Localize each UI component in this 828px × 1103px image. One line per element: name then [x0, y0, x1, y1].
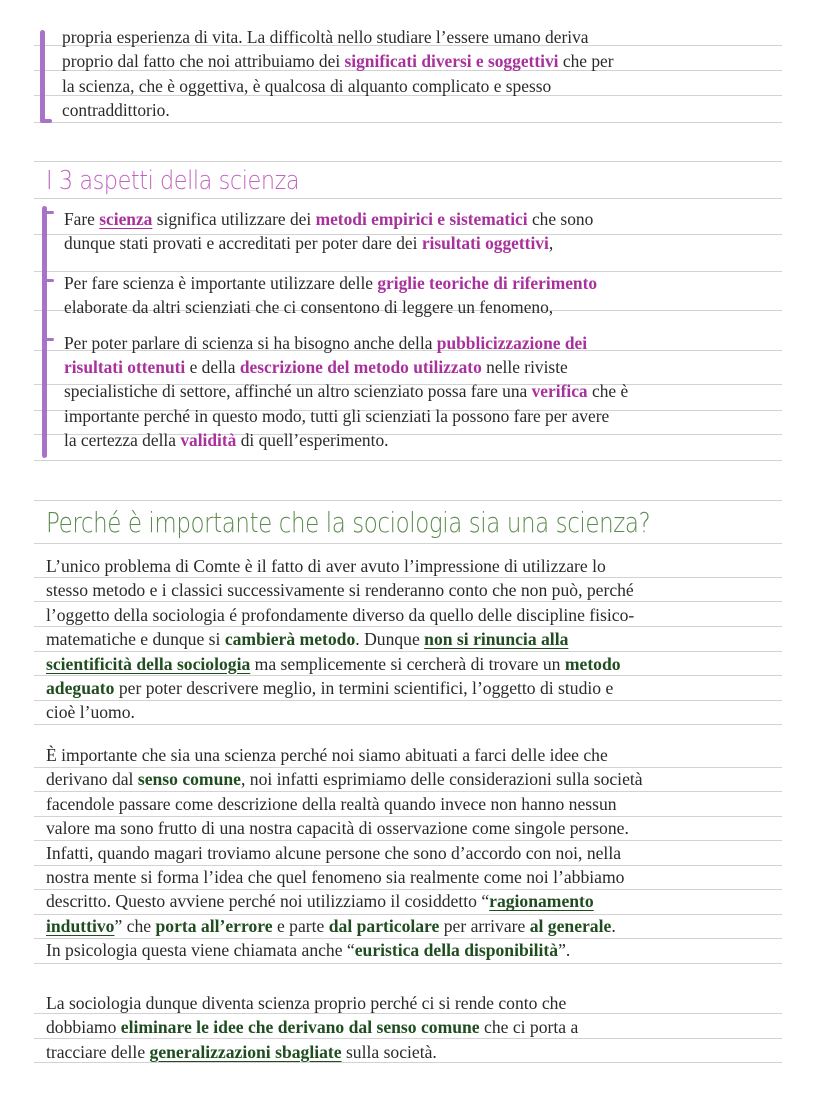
- paragraph-conclusion: La sociologia dunque diventa scienza proprio perché ci si rende conto che dobbiamo eliminare le idee che derivano dal senso comune che ci porta a tracciare delle generalizzazioni sbagliate sulla società.: [46, 993, 579, 1062]
- list-bullet-2: [42, 279, 54, 282]
- intro-line: propria esperienza di vita. La difficoltà nello studiare l’essere umano deriva: [62, 27, 589, 47]
- section-heading-aspects: I 3 aspetti della scienza: [46, 166, 300, 196]
- intro-quote-bar: [40, 30, 45, 122]
- paragraph-common-sense: È importante che sia una scienza perché noi siamo abituati a farci delle idee che derivano dal senso comune, noi infatti esprimiamo delle considerazioni sulla società facendole passare come descrizione della realtà quando invece non hanno nessun valore ma sono frutto di una nostra capacità di osservazione come singole persone. Infatti, quando magari troviamo alcune persone che sono d’accordo con noi, nella nostra mente si forma l’idea che quel fenomeno sia realmente come noi l’abbiamo descritto. Questo avviene perché noi utilizziamo il cosiddetto “ragionamento induttivo” che porta all’errore e parte dal particolare per arrivare al generale. In psicologia questa viene chiamata anche “euristica della disponibilità”.: [46, 745, 643, 961]
- aspects-list: [64, 207, 784, 453]
- intro-quote-bar-cap: [40, 119, 52, 123]
- paragraph-comte: L’unico problema di Comte è il fatto di aver avuto l’impressione di utilizzare lo stesso metodo e i classici successivamente si renderanno conto che non può, perché l’oggetto della sociologia é profondamente diverso da quello delle discipline fisico- matematiche e dunque si cambierà metodo. Dunque non si rinuncia alla scientificità della sociologia ma semplicemente si cercherà di trovare un metodo adeguato per poter descrivere meglio, in termini scientifici, l’oggetto di studio e cioè l’uomo.: [46, 556, 635, 723]
- intro-paragraph: [62, 25, 782, 123]
- intro-line: la scienza, che è oggettiva, è qualcosa di alquanto complicato e spesso: [62, 75, 552, 96]
- section-heading-sociology: Perché è importante che la sociologia sia una scienza?: [46, 506, 651, 539]
- intro-line: contraddittorio.: [62, 100, 170, 121]
- list-quote-bar: [42, 206, 47, 458]
- list-item: Per fare scienza è importante utilizzare delle griglie teoriche di riferimento elaborate da altri scienziati che ci consentono di leggere un fenomeno,: [64, 272, 598, 318]
- list-item: Per poter parlare di scienza si ha bisogno anche della pubblicizzazione dei risultati ottenuti e della descrizione del metodo utilizzato nelle riviste specialistiche di settore, affinché un altro scienziato possa fare una verifica che è importante perché in questo modo, tutti gli scienziati la possono fare per avere la certezza della validità di quell’esperimento.: [64, 332, 629, 451]
- list-bullet-1: [42, 211, 54, 214]
- list-item: Fare scienza significa utilizzare dei metodi empirici e sistematici che sono dunque stati provati e accreditati per poter dare dei risultati oggettivi,: [64, 209, 594, 254]
- list-bullet-3: [42, 338, 54, 341]
- intro-line: proprio dal fatto che noi attribuiamo dei significati diversi e soggettivi che per: [62, 51, 614, 72]
